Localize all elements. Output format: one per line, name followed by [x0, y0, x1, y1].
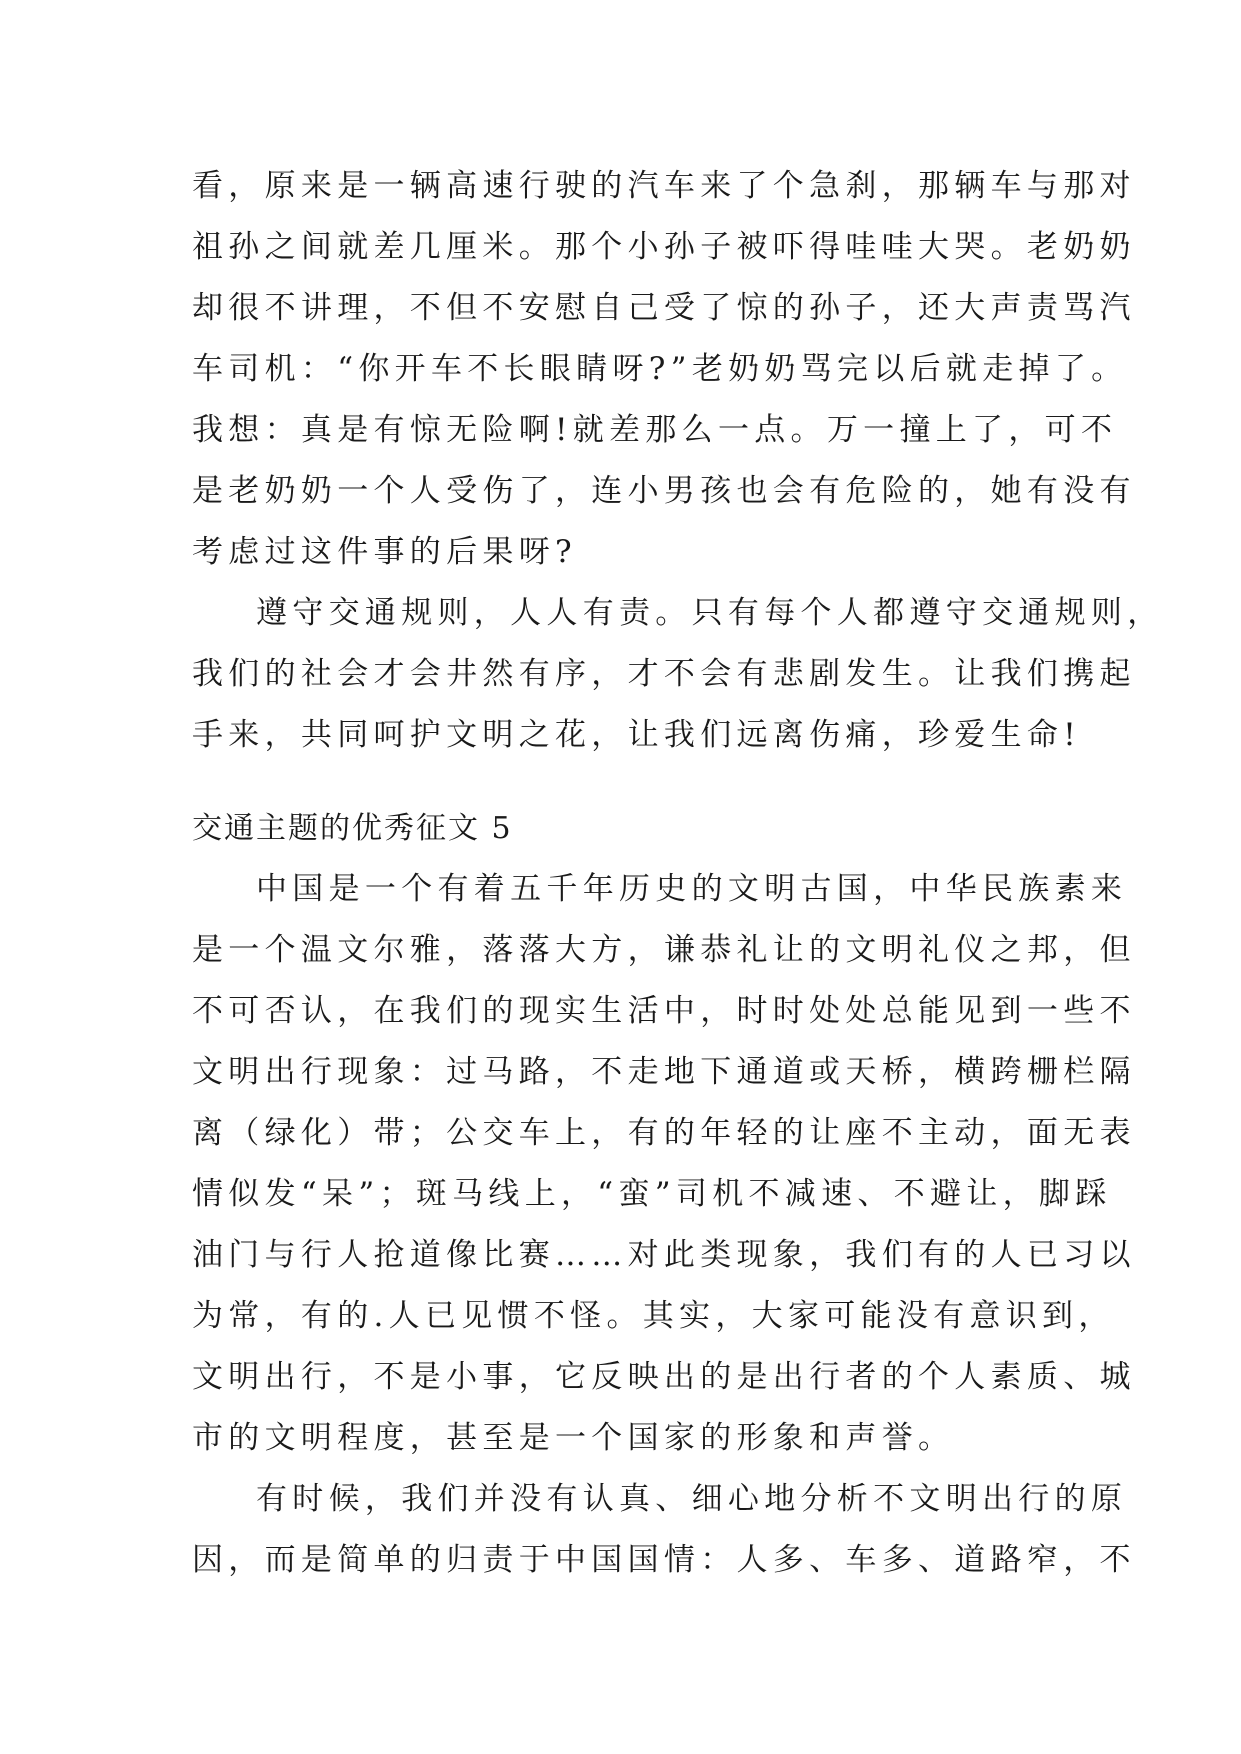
text-line: 车司机：“你开车不长眼睛呀?”老奶奶骂完以后就走掉了。 [192, 351, 1128, 387]
text-line: 文明出行，不是小事，它反映出的是出行者的个人素质、城 [192, 1359, 1136, 1395]
text-line: 手来，共同呵护文明之花，让我们远离伤痛，珍爱生命! [192, 717, 1081, 753]
text-line: 我想：真是有惊无险啊!就差那么一点。万一撞上了，可不 [192, 412, 1118, 448]
text-line: 考虑过这件事的后果呀? [192, 534, 577, 570]
text-line: 看，原来是一辆高速行驶的汽车来了个急刹，那辆车与那对 [192, 168, 1136, 204]
text-line: 情似发“呆”；斑马线上，“蛮”司机不减速、不避让，脚踩 [192, 1176, 1112, 1212]
text-line: 为常，有的.人已见惯不怪。其实，大家可能没有意识到， [192, 1298, 1115, 1334]
text-line: 文明出行现象：过马路，不走地下通道或天桥，横跨栅栏隔 [192, 1054, 1136, 1090]
text-line: 是老奶奶一个人受伤了，连小男孩也会有危险的，她有没有 [192, 473, 1136, 509]
text-line: 我们的社会才会井然有序，才不会有悲剧发生。让我们携起 [192, 656, 1136, 692]
text-line: 市的文明程度，甚至是一个国家的形象和声誉。 [192, 1420, 955, 1456]
section-title: 交通主题的优秀征文 5 [192, 811, 513, 846]
text-line: 遵守交通规则，人人有责。只有每个人都遵守交通规则， [256, 595, 1164, 631]
text-line: 却很不讲理，不但不安慰自己受了惊的孙子，还大声责骂汽 [192, 290, 1136, 326]
text-line: 因，而是简单的归责于中国国情：人多、车多、道路窄，不 [192, 1542, 1136, 1578]
text-line: 不可否认，在我们的现实生活中，时时处处总能见到一些不 [192, 993, 1136, 1029]
text-line: 有时候，我们并没有认真、细心地分析不文明出行的原 [256, 1481, 1128, 1517]
text-line: 离（绿化）带；公交车上，有的年轻的让座不主动，面无表 [192, 1115, 1136, 1151]
text-line: 祖孙之间就差几厘米。那个小孙子被吓得哇哇大哭。老奶奶 [192, 229, 1136, 265]
text-line: 是一个温文尔雅，落落大方，谦恭礼让的文明礼仪之邦，但 [192, 932, 1136, 968]
text-line: 中国是一个有着五千年历史的文明古国，中华民族素来 [256, 871, 1128, 907]
text-line: 油门与行人抢道像比赛……对此类现象，我们有的人已习以 [192, 1237, 1136, 1273]
